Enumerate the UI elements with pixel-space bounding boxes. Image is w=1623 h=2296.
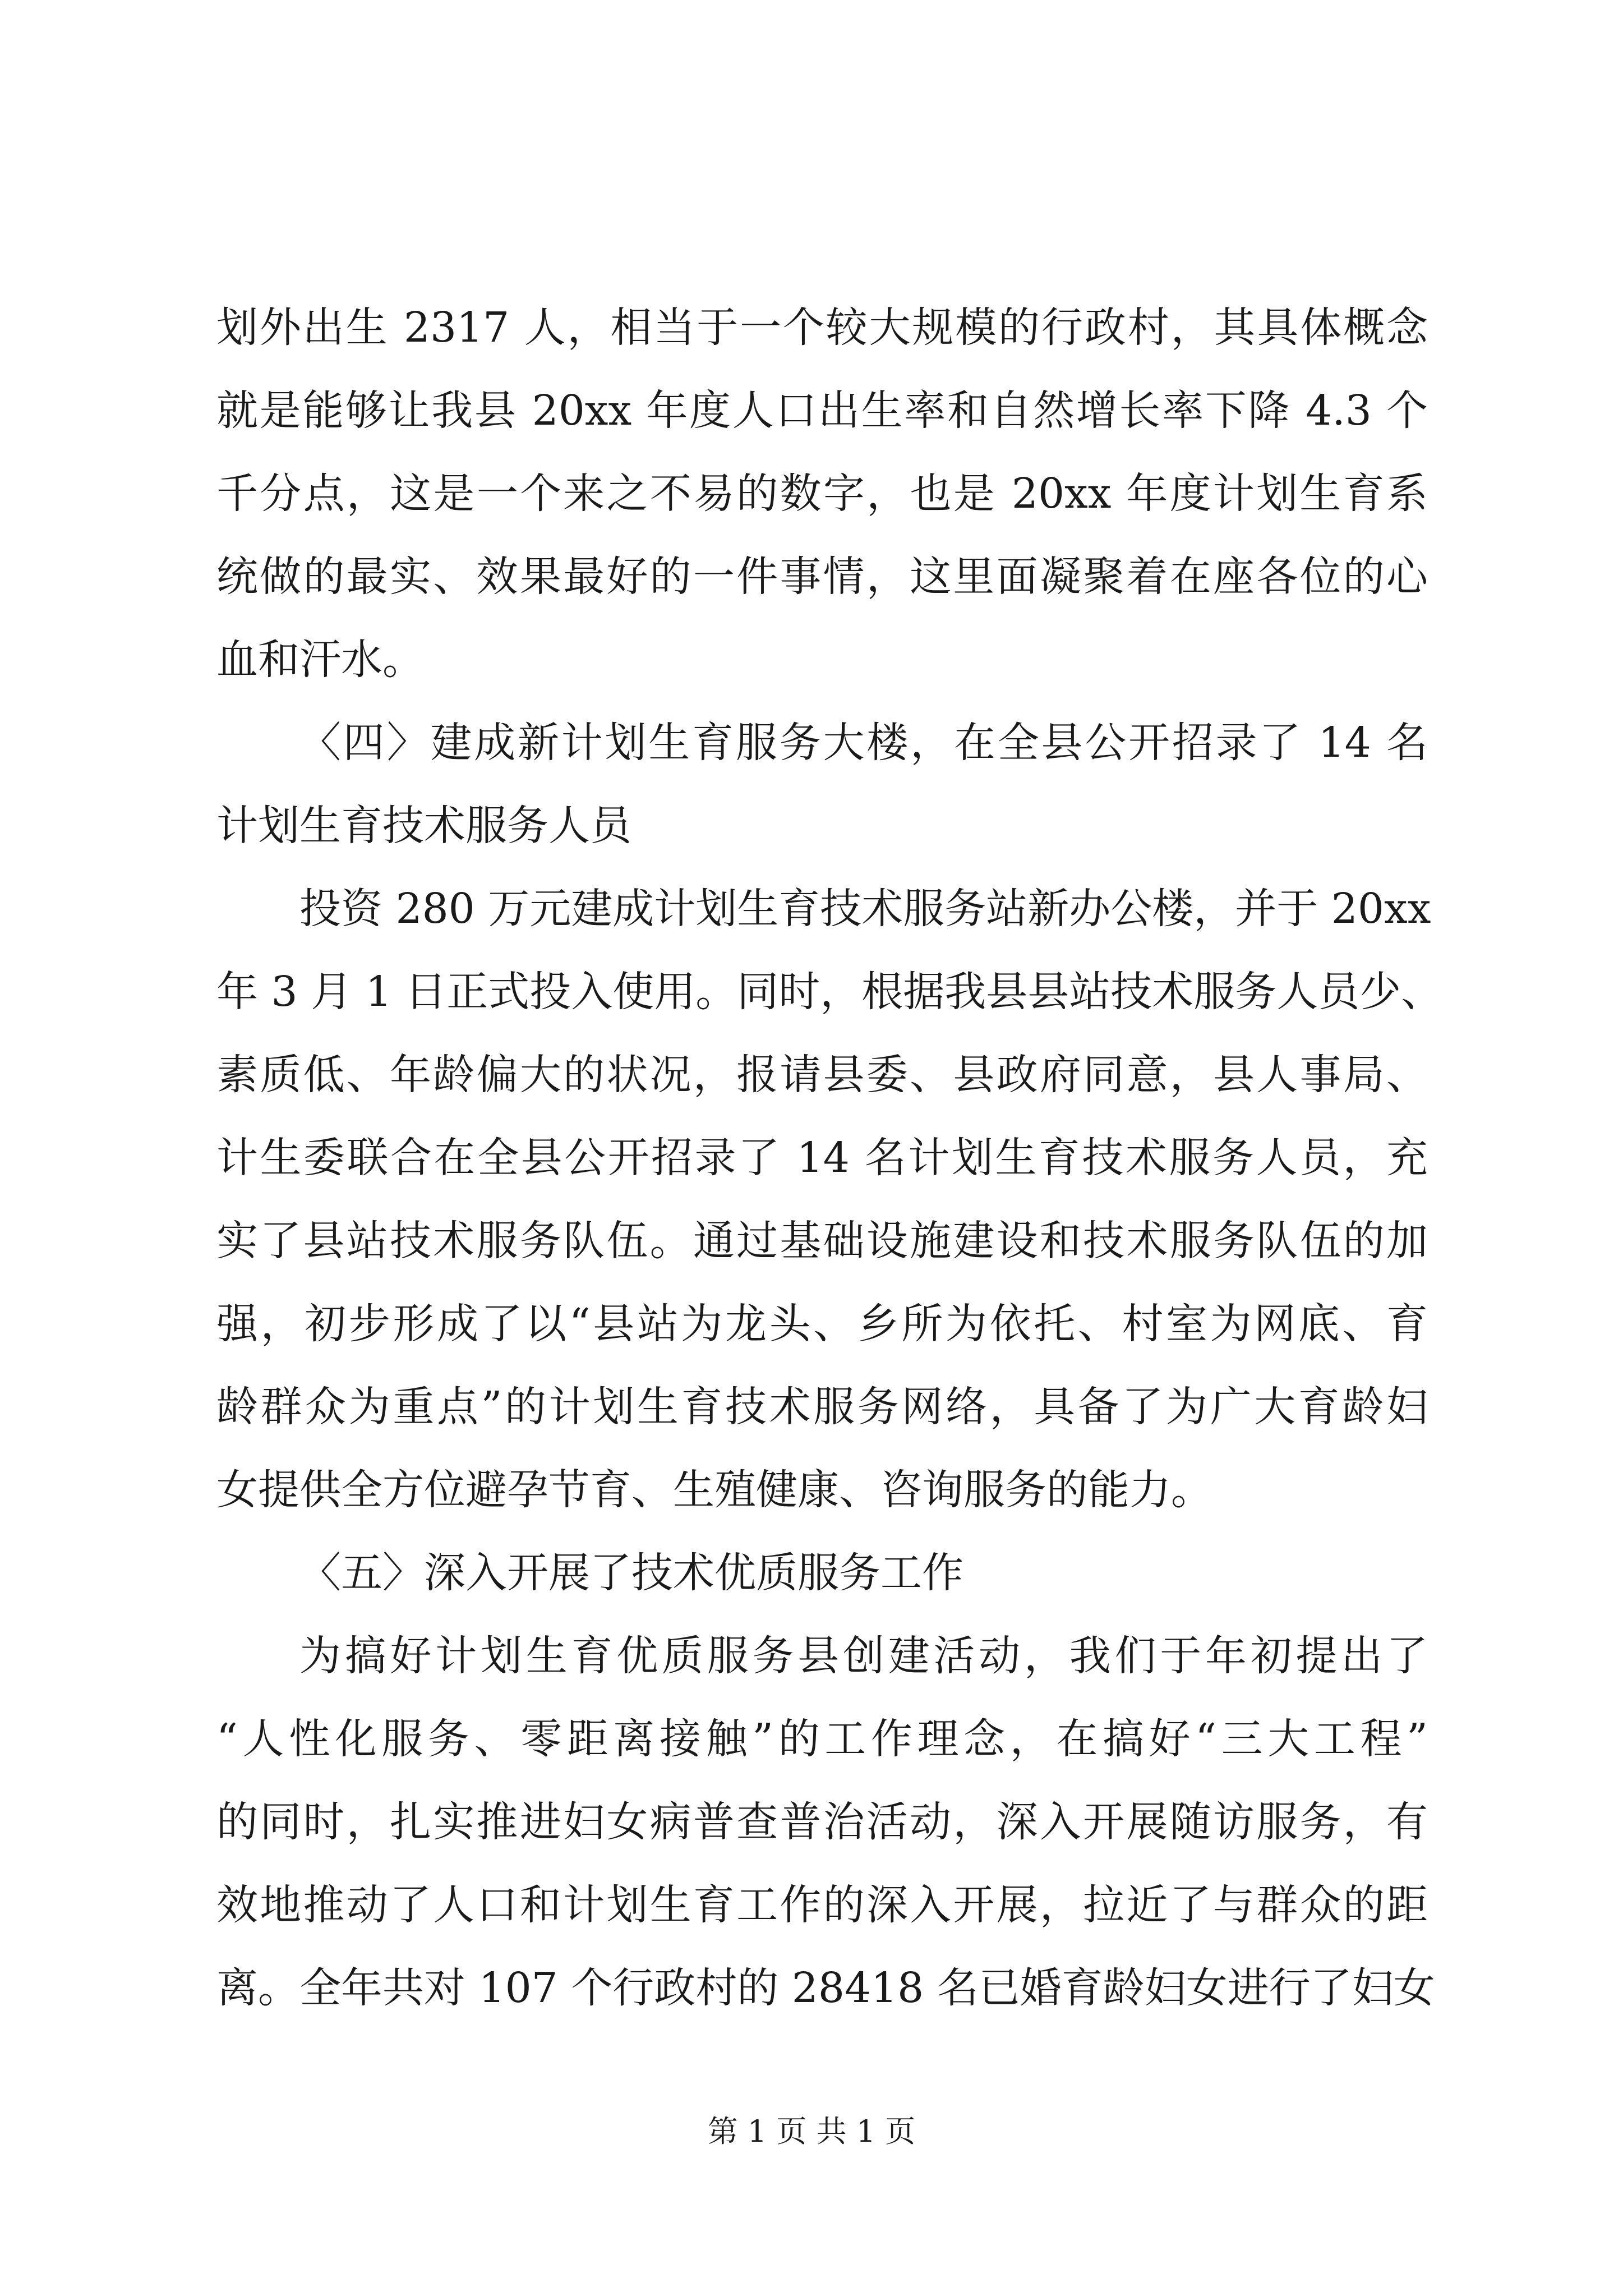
text-line: 年 3 月 1 日正式投入使用。同时，根据我县县站技术服务人员少、 bbox=[216, 968, 1443, 1016]
section-heading: 〈四〉建成新计划生育服务大楼，在全县公开招录了 14 名 bbox=[299, 719, 1428, 767]
text-line: 血和汗水。 bbox=[216, 636, 424, 684]
text-line: 统做的最实、效果最好的一件事情，这里面凝聚着在座各位的心 bbox=[216, 553, 1428, 601]
text-line: 离。全年共对 107 个行政村的 28418 名已婚育龄妇女进行了妇女 bbox=[216, 1964, 1435, 2012]
text-line: 龄群众为重点”的计划生育技术服务网络，具备了为广大育龄妇 bbox=[216, 1383, 1428, 1431]
text-line: “人性化服务、零距离接触”的工作理念，在搞好“三大工程” bbox=[216, 1715, 1428, 1763]
text-line: 投资 280 万元建成计划生育技术服务站新办公楼，并于 20xx bbox=[299, 885, 1431, 933]
text-line: 就是能够让我县 20xx 年度人口出生率和自然增长率下降 4.3 个 bbox=[216, 386, 1428, 435]
text-line: 素质低、年龄偏大的状况，报请县委、县政府同意，县人事局、 bbox=[216, 1051, 1428, 1099]
text-line: 划外出生 2317 人，相当于一个较大规模的行政村，其具体概念 bbox=[216, 303, 1428, 352]
text-line: 计生委联合在全县公开招录了 14 名计划生育技术服务人员，充 bbox=[216, 1134, 1428, 1182]
text-line: 的同时，扎实推进妇女病普查普治活动，深入开展随访服务，有 bbox=[216, 1798, 1428, 1846]
text-line: 效地推动了人口和计划生育工作的深入开展，拉近了与群众的距 bbox=[216, 1881, 1428, 1929]
page-footer bbox=[0, 2109, 1623, 2154]
section-heading: 〈五〉深入开展了技术优质服务工作 bbox=[299, 1549, 963, 1597]
section-heading-continued: 计划生育技术服务人员 bbox=[216, 802, 631, 850]
text-line: 强，初步形成了以“县站为龙头、乡所为依托、村室为网底、育 bbox=[216, 1300, 1428, 1348]
text-line: 女提供全方位避孕节育、生殖健康、咨询服务的能力。 bbox=[216, 1466, 1212, 1514]
text-line: 实了县站技术服务队伍。通过基础设施建设和技术服务队伍的加 bbox=[216, 1217, 1428, 1265]
body-text bbox=[216, 286, 1443, 2030]
page-number: 第 1 页 共 1 页 bbox=[707, 2114, 916, 2149]
text-line: 为搞好计划生育优质服务县创建活动，我们于年初提出了 bbox=[299, 1632, 1428, 1680]
text-line: 千分点，这是一个来之不易的数字，也是 20xx 年度计划生育系 bbox=[216, 470, 1428, 518]
